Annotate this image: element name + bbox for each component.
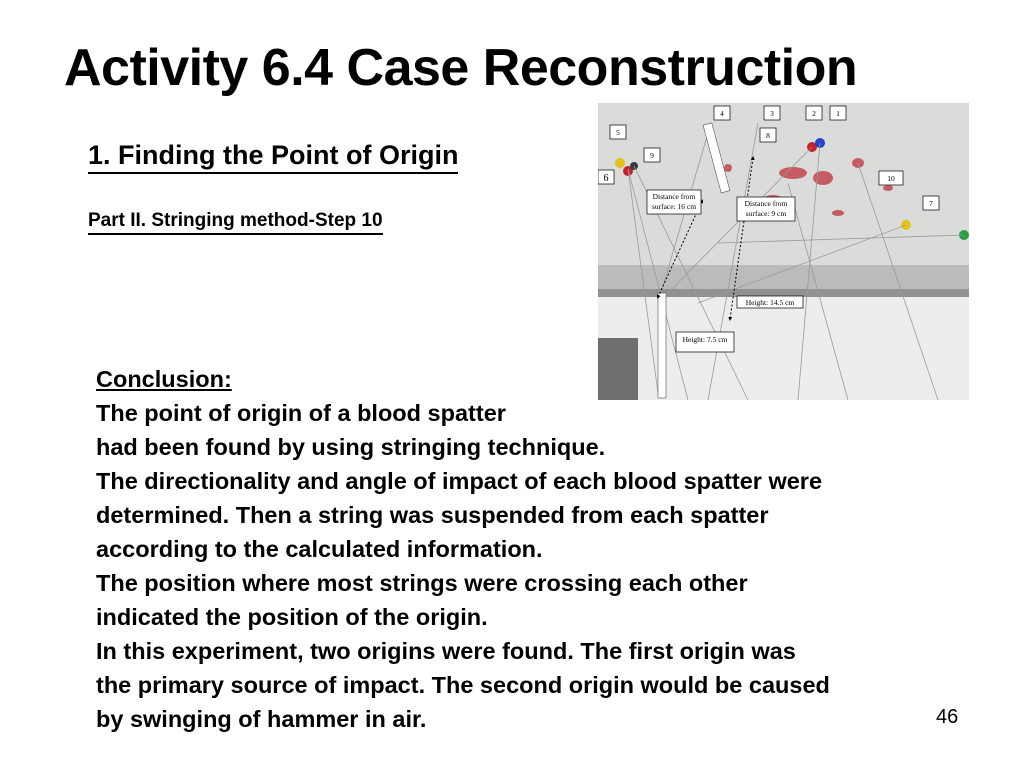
svg-text:Distance from: Distance from bbox=[652, 192, 696, 201]
conclusion-line-8: In this experiment, two origins were found. The first origin was bbox=[96, 638, 796, 664]
marker-3 bbox=[764, 106, 780, 120]
svg-text:2: 2 bbox=[812, 109, 816, 118]
marker-10 bbox=[879, 171, 903, 185]
distance-label-a bbox=[647, 190, 701, 214]
conclusion-line-10: by swinging of hammer in air. bbox=[96, 706, 427, 732]
marker-6 bbox=[598, 170, 614, 184]
marker-7 bbox=[923, 196, 939, 210]
step-label: Part II. Stringing method-Step 10 bbox=[88, 210, 383, 235]
marker-2 bbox=[806, 106, 822, 120]
conclusion-line-1: The point of origin of a blood spatter bbox=[96, 400, 506, 426]
marker-4 bbox=[714, 106, 730, 120]
conclusion-line-7: indicated the position of the origin. bbox=[96, 604, 488, 630]
marker-9 bbox=[644, 148, 660, 162]
svg-text:4: 4 bbox=[720, 109, 724, 118]
svg-text:Height: 7.5 cm: Height: 7.5 cm bbox=[682, 335, 728, 344]
marker-1 bbox=[830, 106, 846, 120]
svg-text:3: 3 bbox=[770, 109, 774, 118]
conclusion-line-9: the primary source of impact. The second origin would be caused bbox=[96, 672, 830, 698]
marker-5 bbox=[610, 125, 626, 139]
svg-text:surface: 9 cm: surface: 9 cm bbox=[745, 209, 787, 218]
svg-text:5: 5 bbox=[616, 128, 620, 137]
distance-label-b bbox=[737, 197, 795, 221]
svg-text:7: 7 bbox=[929, 199, 933, 208]
conclusion-heading: Conclusion: bbox=[96, 366, 232, 392]
svg-text:Height: 14.5 cm: Height: 14.5 cm bbox=[745, 298, 795, 307]
pin-yellow bbox=[615, 158, 625, 168]
conclusion-line-4: determined. Then a string was suspended from each spatter bbox=[96, 502, 769, 528]
conclusion-line-5: according to the calculated information. bbox=[96, 536, 543, 562]
marker-8 bbox=[760, 128, 776, 142]
height-label-a bbox=[737, 296, 803, 308]
svg-text:10: 10 bbox=[887, 174, 895, 183]
svg-text:8: 8 bbox=[766, 131, 770, 140]
section-subtitle: 1. Finding the Point of Origin bbox=[88, 140, 458, 174]
svg-text:6: 6 bbox=[603, 173, 609, 184]
slide-title: Activity 6.4 Case Reconstruction bbox=[64, 39, 858, 97]
conclusion-line-6: The position where most strings were crossing each other bbox=[96, 570, 748, 596]
conclusion-line-3: The directionality and angle of impact of each blood spatter were bbox=[96, 468, 823, 494]
svg-text:1: 1 bbox=[836, 109, 840, 118]
height-label-b bbox=[676, 332, 734, 352]
svg-text:9: 9 bbox=[650, 151, 654, 160]
svg-text:surface: 16 cm: surface: 16 cm bbox=[651, 202, 697, 211]
conclusion-line-2: had been found by using stringing technique. bbox=[96, 434, 606, 460]
svg-text:Distance from: Distance from bbox=[744, 199, 788, 208]
conclusion-text bbox=[96, 362, 996, 736]
wall-surface bbox=[598, 103, 969, 275]
experiment-photo bbox=[598, 103, 969, 400]
page-number: 46 bbox=[936, 706, 959, 728]
